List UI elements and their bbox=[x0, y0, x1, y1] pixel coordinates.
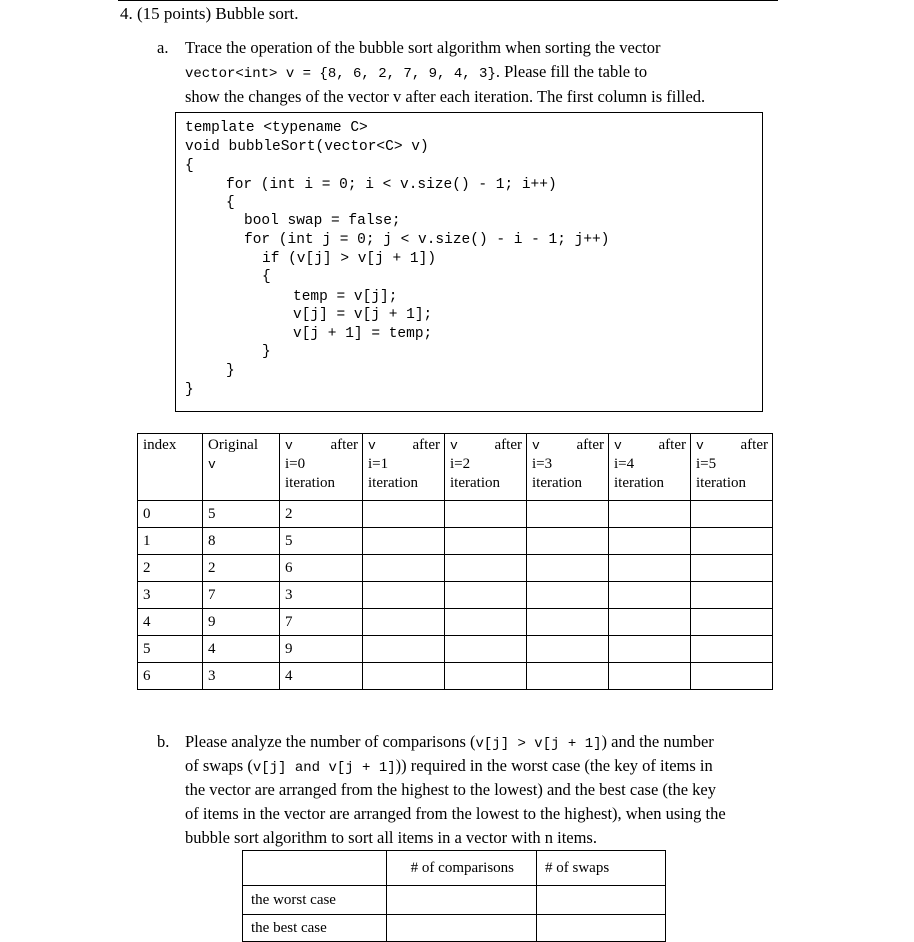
table-row bbox=[138, 501, 773, 528]
part-b-line-1: Please analyze the number of comparisons (v[j] > v[j + 1]) and the number bbox=[185, 732, 714, 752]
answer-cell[interactable] bbox=[527, 663, 609, 690]
part-b-line-2: of swaps (v[j] and v[j + 1])) required in the worst case (the key of items in bbox=[185, 756, 713, 776]
answer-cell[interactable] bbox=[691, 636, 773, 663]
trace-header-row bbox=[138, 434, 773, 501]
index-cell: 4 bbox=[138, 609, 203, 636]
worst-case-label: the worst case bbox=[243, 886, 387, 915]
index-cell: 6 bbox=[138, 663, 203, 690]
original-cell: 8 bbox=[203, 528, 280, 555]
part-b-label: b. bbox=[157, 732, 170, 751]
iteration-header: v after i=4 iteration bbox=[609, 434, 691, 501]
answer-cell[interactable] bbox=[387, 915, 537, 942]
answer-cell[interactable] bbox=[445, 501, 527, 528]
iteration-cell: 9 bbox=[280, 636, 363, 663]
table-row bbox=[243, 915, 666, 942]
answer-cell[interactable] bbox=[691, 582, 773, 609]
answer-cell[interactable] bbox=[609, 528, 691, 555]
code-line: void bubbleSort(vector<C> v) bbox=[185, 139, 429, 155]
original-cell: 2 bbox=[203, 555, 280, 582]
original-cell: 5 bbox=[203, 501, 280, 528]
answer-cell[interactable] bbox=[363, 609, 445, 636]
index-header: index bbox=[138, 434, 203, 501]
answer-cell[interactable] bbox=[609, 555, 691, 582]
answer-cell[interactable] bbox=[691, 609, 773, 636]
iteration-cell: 2 bbox=[280, 501, 363, 528]
original-cell: 7 bbox=[203, 582, 280, 609]
answer-cell[interactable] bbox=[527, 609, 609, 636]
table-row bbox=[243, 886, 666, 915]
code-line: } bbox=[262, 344, 271, 360]
top-rule bbox=[118, 0, 778, 1]
code-line: } bbox=[226, 363, 235, 379]
table-row bbox=[138, 582, 773, 609]
answer-cell[interactable] bbox=[445, 636, 527, 663]
code-line: v[j + 1] = temp; bbox=[293, 326, 433, 342]
table-row bbox=[138, 528, 773, 555]
code-line: for (int i = 0; i < v.size() - 1; i++) bbox=[226, 177, 557, 193]
answer-cell[interactable] bbox=[445, 555, 527, 582]
code-line: v[j] = v[j + 1]; bbox=[293, 307, 433, 323]
iteration-header: v after i=0 iteration bbox=[280, 434, 363, 501]
iteration-cell: 4 bbox=[280, 663, 363, 690]
answer-cell[interactable] bbox=[609, 636, 691, 663]
answer-cell[interactable] bbox=[691, 555, 773, 582]
iteration-header: v after i=3 iteration bbox=[527, 434, 609, 501]
answer-cell[interactable] bbox=[527, 555, 609, 582]
answer-cell[interactable] bbox=[537, 915, 666, 942]
answer-cell[interactable] bbox=[527, 501, 609, 528]
answer-cell[interactable] bbox=[363, 555, 445, 582]
answer-cell[interactable] bbox=[691, 501, 773, 528]
index-cell: 0 bbox=[138, 501, 203, 528]
original-cell: 9 bbox=[203, 609, 280, 636]
answer-cell[interactable] bbox=[691, 663, 773, 690]
answer-cell[interactable] bbox=[691, 528, 773, 555]
iteration-header: v after i=1 iteration bbox=[363, 434, 445, 501]
comparisons-header: # of comparisons bbox=[387, 851, 537, 886]
answer-cell[interactable] bbox=[609, 609, 691, 636]
answer-cell[interactable] bbox=[537, 886, 666, 915]
answer-cell[interactable] bbox=[445, 528, 527, 555]
swap-code-2: v[j + 1] bbox=[328, 760, 396, 776]
iteration-header: v after i=2 iteration bbox=[445, 434, 527, 501]
answer-cell[interactable] bbox=[445, 663, 527, 690]
code-line: bool swap = false; bbox=[244, 213, 401, 229]
trace-table bbox=[137, 433, 773, 690]
table-row bbox=[138, 636, 773, 663]
index-cell: 3 bbox=[138, 582, 203, 609]
part-a-line-2 bbox=[185, 60, 647, 86]
analysis-header-row bbox=[243, 851, 666, 886]
table-row bbox=[138, 609, 773, 636]
original-header: Original v bbox=[203, 434, 280, 501]
swap-code-1: v[j] bbox=[252, 760, 287, 776]
comparison-code: v[j] > v[j + 1] bbox=[475, 736, 602, 752]
analysis-table bbox=[242, 850, 666, 942]
swaps-header: # of swaps bbox=[537, 851, 666, 886]
iteration-cell: 6 bbox=[280, 555, 363, 582]
original-cell: 3 bbox=[203, 663, 280, 690]
part-b-line-4: of items in the vector are arranged from the lowest to the highest), when using the bbox=[185, 804, 726, 823]
table-row bbox=[138, 555, 773, 582]
answer-cell[interactable] bbox=[363, 582, 445, 609]
part-b-line-5: bubble sort algorithm to sort all items in a vector with n items. bbox=[185, 828, 597, 847]
code-line: for (int j = 0; j < v.size() - i - 1; j++) bbox=[244, 232, 610, 248]
answer-cell[interactable] bbox=[445, 582, 527, 609]
empty-corner-cell bbox=[243, 851, 387, 886]
question-title: 4. (15 points) Bubble sort. bbox=[120, 4, 299, 23]
code-box bbox=[175, 112, 763, 412]
original-cell: 4 bbox=[203, 636, 280, 663]
part-a-line-2-rest: . Please fill the table to bbox=[495, 62, 648, 81]
table-row bbox=[138, 663, 773, 690]
vector-declaration: vector<int> v = {8, 6, 2, 7, 9, 4, 3} bbox=[185, 66, 496, 82]
answer-cell[interactable] bbox=[387, 886, 537, 915]
answer-cell[interactable] bbox=[363, 501, 445, 528]
answer-cell[interactable] bbox=[609, 582, 691, 609]
iteration-header: v after i=5 iteration bbox=[691, 434, 773, 501]
index-cell: 1 bbox=[138, 528, 203, 555]
answer-cell[interactable] bbox=[363, 528, 445, 555]
part-a-label: a. bbox=[157, 38, 169, 57]
code-line: temp = v[j]; bbox=[293, 289, 398, 305]
answer-cell[interactable] bbox=[609, 501, 691, 528]
code-line: { bbox=[226, 195, 235, 211]
answer-cell[interactable] bbox=[363, 636, 445, 663]
part-b-line-3: the vector are arranged from the highest to the lowest) and the best case (the key bbox=[185, 780, 716, 799]
part-a-line-3: show the changes of the vector v after each iteration. The first column is filled. bbox=[185, 87, 706, 106]
iteration-cell: 3 bbox=[280, 582, 363, 609]
index-cell: 5 bbox=[138, 636, 203, 663]
best-case-label: the best case bbox=[243, 915, 387, 942]
answer-cell[interactable] bbox=[445, 609, 527, 636]
part-a-line-1: Trace the operation of the bubble sort algorithm when sorting the vector bbox=[185, 38, 661, 57]
answer-cell[interactable] bbox=[527, 636, 609, 663]
answer-cell[interactable] bbox=[527, 528, 609, 555]
code-line: { bbox=[262, 269, 271, 285]
code-line: { bbox=[185, 158, 194, 174]
iteration-cell: 7 bbox=[280, 609, 363, 636]
answer-cell[interactable] bbox=[609, 663, 691, 690]
code-line: } bbox=[185, 382, 194, 398]
code-line: if (v[j] > v[j + 1]) bbox=[262, 251, 437, 267]
answer-cell[interactable] bbox=[527, 582, 609, 609]
answer-cell[interactable] bbox=[363, 663, 445, 690]
index-cell: 2 bbox=[138, 555, 203, 582]
iteration-cell: 5 bbox=[280, 528, 363, 555]
code-line: template <typename C> bbox=[185, 120, 368, 136]
